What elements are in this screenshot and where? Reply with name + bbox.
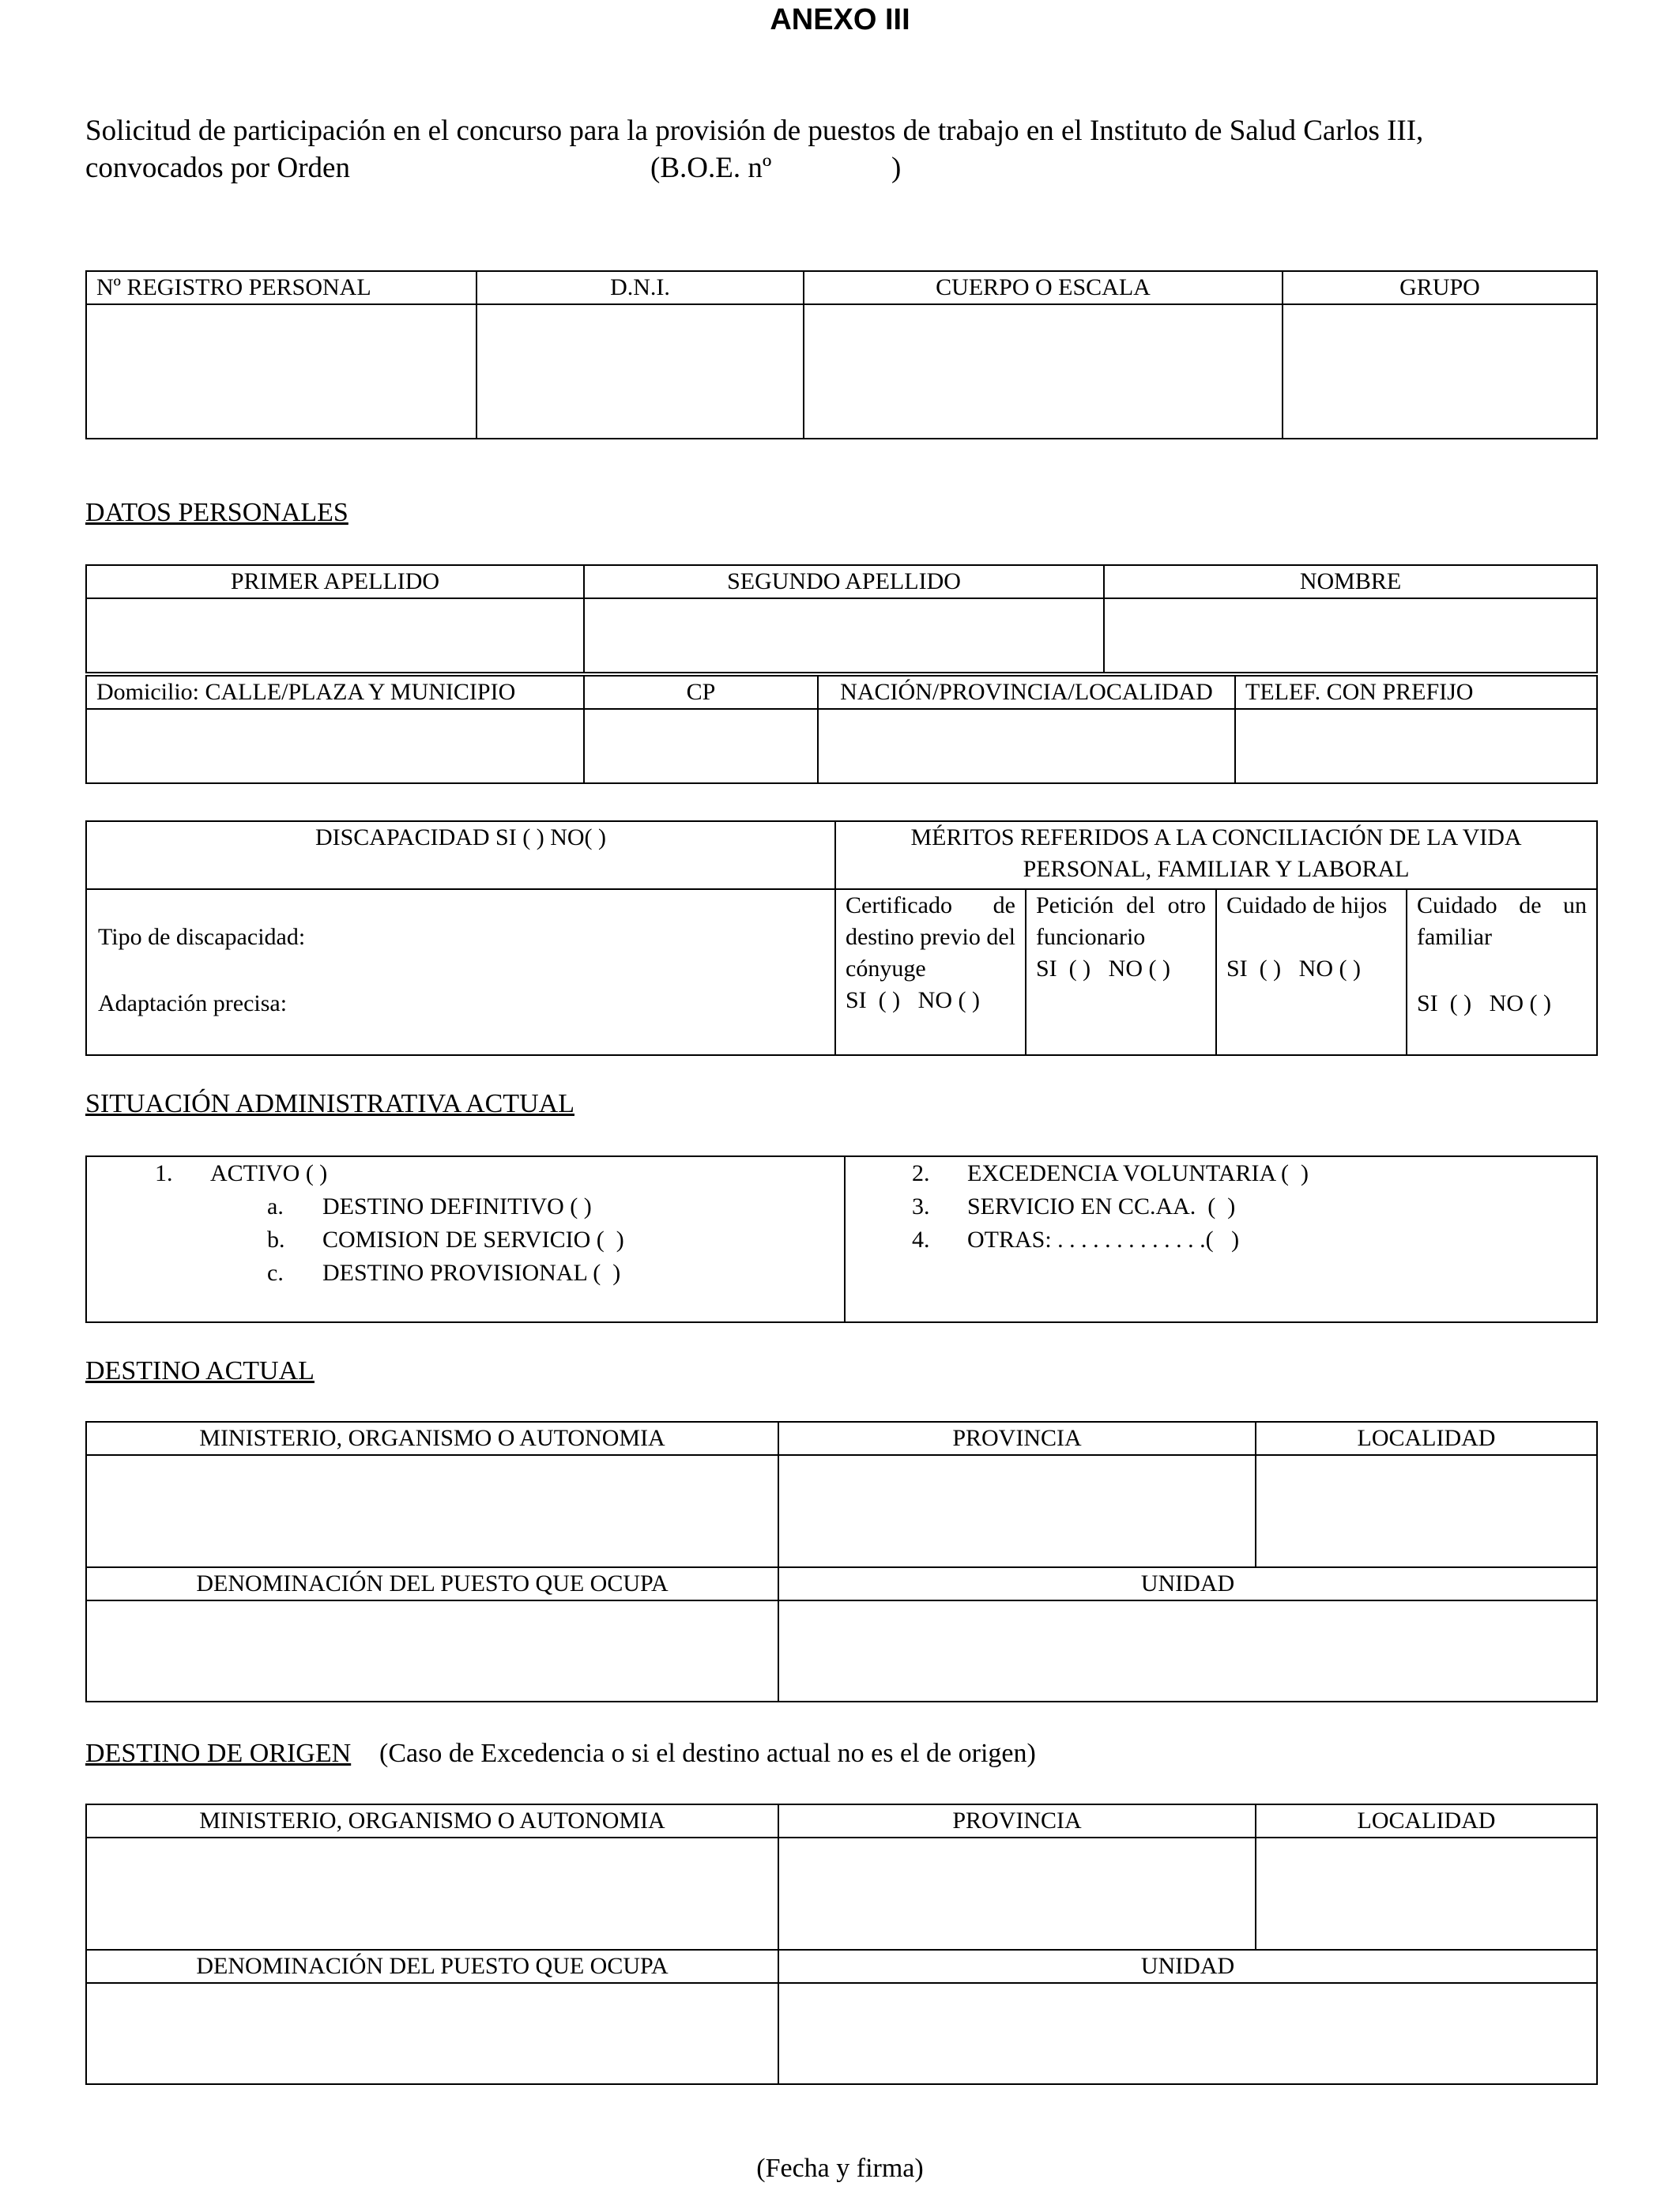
discapacidad-fields[interactable] <box>86 889 835 1055</box>
field-cuerpo-escala[interactable] <box>804 304 1283 439</box>
merito-peticion[interactable] <box>1026 889 1216 1055</box>
header-dni: D.N.I. <box>477 271 804 304</box>
header-localidad-actual: LOCALIDAD <box>1256 1422 1597 1455</box>
destino-actual-heading: DESTINO ACTUAL <box>85 1356 315 1385</box>
header-telefono: TELEF. CON PREFIJO <box>1235 676 1597 709</box>
field-denominacion-actual[interactable] <box>86 1600 778 1702</box>
datos-personales-domicilio-table <box>85 675 1598 784</box>
intro-close: ) <box>891 152 902 184</box>
situacion-activo-num: 1. <box>155 1160 173 1186</box>
merito-familiar-label: Cuidado de un familiar <box>1417 892 1588 950</box>
situacion-c-num: c. <box>267 1260 284 1286</box>
situacion-3-num: 3. <box>912 1193 930 1220</box>
situacion-excedencia[interactable]: EXCEDENCIA VOLUNTARIA ( ) <box>967 1160 1309 1186</box>
discapacidad-header[interactable]: DISCAPACIDAD SI ( ) NO( ) <box>86 821 835 889</box>
datos-personales-names-table <box>85 564 1598 673</box>
field-cp[interactable] <box>584 709 818 783</box>
situacion-destino-definitivo[interactable]: DESTINO DEFINITIVO ( ) <box>322 1193 592 1220</box>
header-domicilio: Domicilio: CALLE/PLAZA Y MUNICIPIO <box>86 676 584 709</box>
situacion-4-num: 4. <box>912 1227 930 1253</box>
header-unidad-origen: UNIDAD <box>778 1950 1597 1983</box>
situacion-otras[interactable]: OTRAS: . . . . . . . . . . . . .( ) <box>967 1227 1240 1253</box>
fecha-firma: (Fecha y firma) <box>756 2154 924 2183</box>
header-localidad-origen: LOCALIDAD <box>1256 1804 1597 1838</box>
field-registro-personal[interactable] <box>86 304 477 439</box>
header-segundo-apellido: SEGUNDO APELLIDO <box>584 565 1104 598</box>
discapacidad-table <box>85 820 1598 1056</box>
meritos-header: MÉRITOS REFERIDOS A LA CONCILIACIÓN DE LA VIDA PERSONAL, FAMILIAR Y LABORAL <box>835 821 1597 889</box>
situacion-comision-servicio[interactable]: COMISION DE SERVICIO ( ) <box>322 1227 624 1253</box>
header-ministerio-origen: MINISTERIO, ORGANISMO O AUTONOMIA <box>86 1804 778 1838</box>
merito-hijos-options[interactable]: SI ( ) NO ( ) <box>1226 956 1361 982</box>
adaptacion-precisa-label: Adaptación precisa: <box>98 990 288 1016</box>
situacion-right <box>845 1156 1597 1322</box>
merito-conyuge-options[interactable]: SI ( ) NO ( ) <box>846 987 980 1013</box>
destino-origen-heading: DESTINO DE ORIGEN <box>85 1739 352 1768</box>
situacion-b-num: b. <box>267 1227 285 1253</box>
situacion-left <box>86 1156 845 1322</box>
merito-familiar[interactable] <box>1407 889 1597 1055</box>
header-cuerpo-escala: CUERPO O ESCALA <box>804 271 1283 304</box>
intro-boe: (B.O.E. nº <box>650 152 772 184</box>
merito-hijos-label: Cuidado de hijos <box>1226 892 1388 918</box>
merito-conyuge[interactable] <box>835 889 1026 1055</box>
header-primer-apellido: PRIMER APELLIDO <box>86 565 584 598</box>
destino-origen-note: (Caso de Excedencia o si el destino actual no es el de origen) <box>379 1739 1036 1768</box>
header-grupo: GRUPO <box>1283 271 1597 304</box>
field-segundo-apellido[interactable] <box>584 598 1104 673</box>
merito-peticion-options[interactable]: SI ( ) NO ( ) <box>1036 956 1170 982</box>
header-provincia-actual: PROVINCIA <box>778 1422 1256 1455</box>
destino-actual-table <box>85 1421 1598 1702</box>
destino-origen-table <box>85 1804 1598 2085</box>
header-provincia-origen: PROVINCIA <box>778 1804 1256 1838</box>
registro-table <box>85 270 1598 439</box>
situacion-2-num: 2. <box>912 1160 930 1186</box>
field-telefono[interactable] <box>1235 709 1597 783</box>
header-denominacion-actual: DENOMINACIÓN DEL PUESTO QUE OCUPA <box>86 1567 778 1600</box>
field-localidad-actual[interactable] <box>1256 1455 1597 1567</box>
field-ministerio-origen[interactable] <box>86 1838 778 1950</box>
merito-familiar-options[interactable]: SI ( ) NO ( ) <box>1417 990 1551 1016</box>
merito-conyuge-label: Certificado de destino previo del cónyuge <box>846 892 1015 982</box>
merito-hijos[interactable] <box>1216 889 1407 1055</box>
field-nombre[interactable] <box>1104 598 1597 673</box>
header-nombre: NOMBRE <box>1104 565 1597 598</box>
header-cp: CP <box>584 676 818 709</box>
situacion-activo[interactable]: ACTIVO ( ) <box>210 1160 328 1186</box>
situacion-table <box>85 1155 1598 1323</box>
page-title: ANEXO III <box>770 3 910 36</box>
situacion-heading: SITUACIÓN ADMINISTRATIVA ACTUAL <box>85 1089 574 1118</box>
field-denominacion-origen[interactable] <box>86 1983 778 2084</box>
intro-line-1: Solicitud de participación en el concurso para la provisión de puestos de trabajo en el Instituto de Salud Carlos III, <box>85 115 1424 147</box>
header-ministerio-actual: MINISTERIO, ORGANISMO O AUTONOMIA <box>86 1422 778 1455</box>
field-dni[interactable] <box>477 304 804 439</box>
merito-peticion-label: Petición del otro funcionario <box>1036 892 1206 950</box>
field-unidad-origen[interactable] <box>778 1983 1597 2084</box>
header-denominacion-origen: DENOMINACIÓN DEL PUESTO QUE OCUPA <box>86 1950 778 1983</box>
header-registro-personal: Nº REGISTRO PERSONAL <box>86 271 477 304</box>
datos-personales-heading: DATOS PERSONALES <box>85 498 348 527</box>
header-unidad-actual: UNIDAD <box>778 1567 1597 1600</box>
field-nacion[interactable] <box>818 709 1235 783</box>
intro-convocados: convocados por Orden <box>85 152 350 184</box>
situacion-destino-provisional[interactable]: DESTINO PROVISIONAL ( ) <box>322 1260 621 1286</box>
field-domicilio[interactable] <box>86 709 584 783</box>
field-primer-apellido[interactable] <box>86 598 584 673</box>
field-provincia-actual[interactable] <box>778 1455 1256 1567</box>
field-localidad-origen[interactable] <box>1256 1838 1597 1950</box>
situacion-a-num: a. <box>267 1193 284 1220</box>
field-grupo[interactable] <box>1283 304 1597 439</box>
field-unidad-actual[interactable] <box>778 1600 1597 1702</box>
header-nacion: NACIÓN/PROVINCIA/LOCALIDAD <box>818 676 1235 709</box>
field-provincia-origen[interactable] <box>778 1838 1256 1950</box>
field-ministerio-actual[interactable] <box>86 1455 778 1567</box>
situacion-servicio-ccaa[interactable]: SERVICIO EN CC.AA. ( ) <box>967 1193 1236 1220</box>
tipo-discapacidad-label: Tipo de discapacidad: <box>98 924 306 950</box>
